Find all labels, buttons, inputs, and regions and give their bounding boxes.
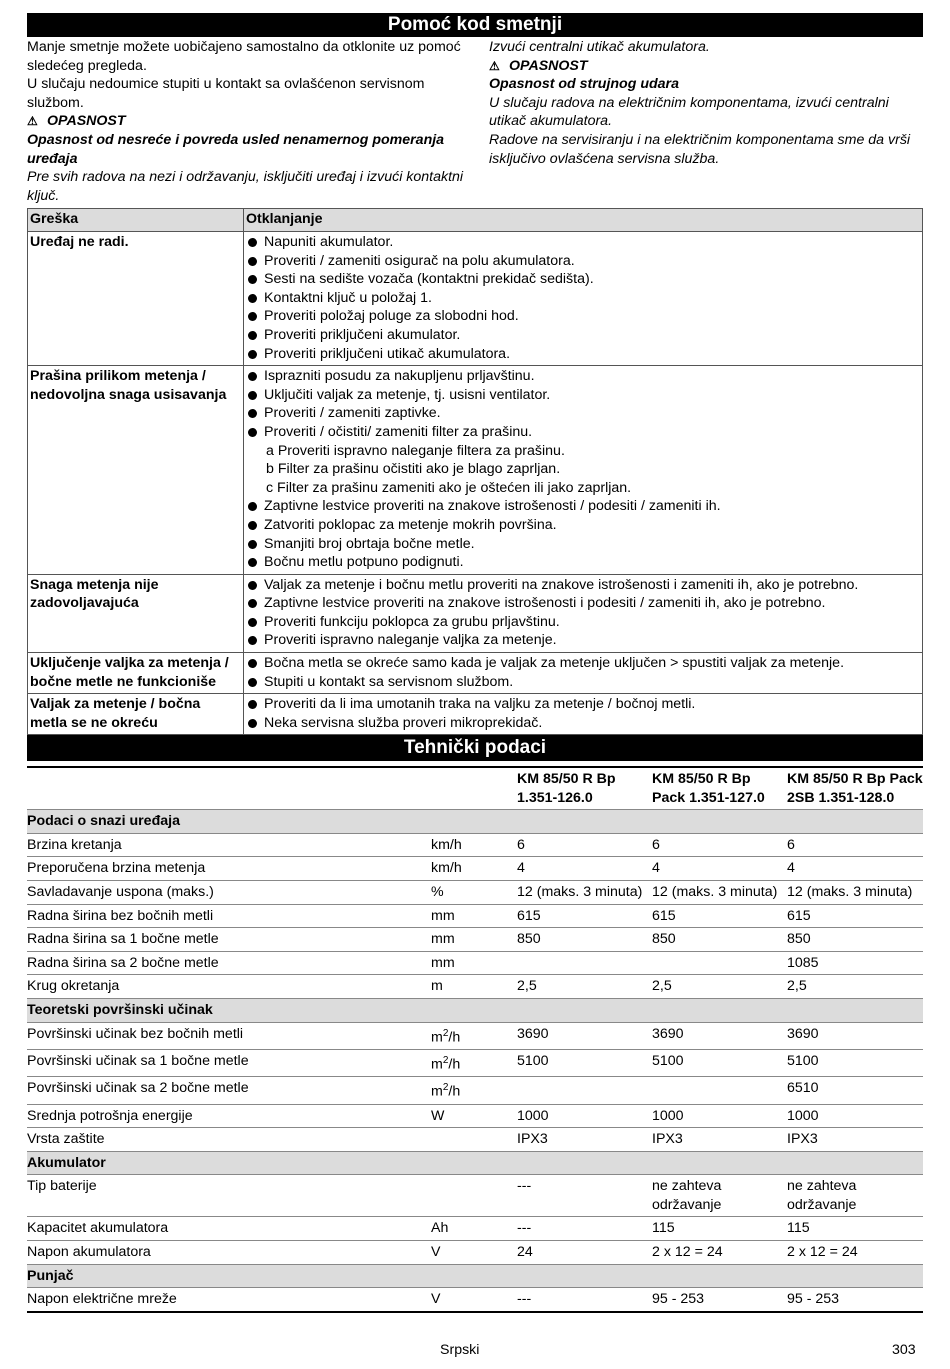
value-cell: ne zahteva održavanje xyxy=(652,1175,787,1217)
remedy-cell xyxy=(244,653,923,694)
table-row xyxy=(27,833,923,857)
table-row xyxy=(27,1175,923,1217)
unit-cell xyxy=(431,975,517,999)
list-item-text: Proveriti položaj poluge za slobodni hod. xyxy=(264,308,519,325)
section-label: Akumulator xyxy=(27,1151,923,1175)
parameter-label: Vrsta zaštite xyxy=(27,1128,431,1152)
column-header-remedy: Otklanjanje xyxy=(244,209,923,232)
parameter-label: Površinski učinak sa 1 bočne metle xyxy=(27,1049,431,1076)
parameter-label: Tip baterije xyxy=(27,1175,431,1217)
intro-left-column xyxy=(27,38,467,205)
list-item xyxy=(246,497,920,516)
model-header: KM 85/50 R Bp Pack 1.351-127.0 xyxy=(652,767,787,810)
section-title-troubleshooting: Pomoć kod smetnji xyxy=(27,13,923,37)
value-cell: 3690 xyxy=(787,1022,923,1049)
list-item-text: Sesti na sedište vozača (kontaktni prekidač sedišta). xyxy=(264,271,594,288)
list-item-text: a Proveriti ispravno naleganje filtera za prašinu. xyxy=(266,442,565,459)
warning-text: U slučaju radova na električnim komponentama, izvući centralni utikač akumulatora. xyxy=(489,94,889,130)
unit-cell xyxy=(431,951,517,975)
fault-cell: Uključenje valjka za metenja / bočne metle ne funkcioniše xyxy=(28,653,244,694)
table-row xyxy=(28,653,923,694)
bullet-icon xyxy=(248,700,257,709)
bullet-icon xyxy=(248,238,257,247)
list-item-text: c Filter za prašinu zameniti ako je oštećen ili jako zaprljan. xyxy=(266,479,632,496)
bullet-icon xyxy=(248,257,257,266)
unit-cell xyxy=(431,904,517,928)
value-cell: 3690 xyxy=(652,1022,787,1049)
list-item xyxy=(246,613,920,632)
parameter-label: Radna širina sa 1 bočne metle xyxy=(27,928,431,952)
value-cell: IPX3 xyxy=(517,1128,652,1152)
unit-cell xyxy=(431,833,517,857)
list-item xyxy=(246,289,920,308)
list-item-text: Stupiti u kontakt sa servisnom službom. xyxy=(264,673,514,690)
value-cell: IPX3 xyxy=(652,1128,787,1152)
bullet-icon xyxy=(248,331,257,340)
warning-triangle-icon: ⚠ xyxy=(489,58,500,73)
list-item-text: Zatvoriti poklopac za metenje mokrih površina. xyxy=(264,516,557,533)
bullet-icon xyxy=(248,409,257,418)
list-item xyxy=(246,535,920,554)
fault-cell: Prašina prilikom metenja / nedovoljna snaga usisavanja xyxy=(28,366,244,575)
list-item-text: Zaptivne lestvice proveriti na znakove istrošenosti i podesiti / zameniti ih, ako je potrebno. xyxy=(264,595,826,612)
warning-triangle-icon: ⚠ xyxy=(27,114,38,129)
table-row xyxy=(27,1241,923,1265)
header-empty-cell xyxy=(431,767,517,810)
value-cell: 95 - 253 xyxy=(787,1288,923,1312)
unit-text: % xyxy=(431,883,444,900)
list-item xyxy=(246,714,920,733)
remedy-cell xyxy=(244,366,923,575)
list-item-text: Isprazniti posudu za nakupljenu prljavštinu. xyxy=(264,368,535,385)
table-row xyxy=(28,694,923,735)
value-cell: --- xyxy=(517,1175,652,1217)
table-row xyxy=(27,880,923,904)
column-header-fault: Greška xyxy=(28,209,244,232)
unit-superscript: 2 xyxy=(442,1027,449,1039)
list-item-text: Kontaktni ključ u položaj 1. xyxy=(264,289,432,306)
value-cell: 115 xyxy=(652,1217,787,1241)
list-item-text: Uključiti valjak za metenje, tj. usisni ventilator. xyxy=(264,386,551,403)
value-cell: 615 xyxy=(517,904,652,928)
value-cell: 3690 xyxy=(517,1022,652,1049)
value-cell: 95 - 253 xyxy=(652,1288,787,1312)
remedy-list xyxy=(246,367,920,572)
table-row xyxy=(27,1049,923,1076)
parameter-label: Napon akumulatora xyxy=(27,1241,431,1265)
list-item xyxy=(246,553,920,572)
list-item-text: Valjak za metenje i bočnu metlu proveriti na znakove istrošenosti i zameniti ih, ako je potrebno. xyxy=(264,576,859,593)
warning-title: Opasnost od nesreće i povreda usled nenamernog pomeranja uređaja xyxy=(27,131,445,167)
parameter-label: Napon električne mreže xyxy=(27,1288,431,1312)
value-cell: 4 xyxy=(787,857,923,881)
bullet-icon xyxy=(248,558,257,567)
list-item xyxy=(246,442,920,461)
unit-cell xyxy=(431,1175,517,1217)
parameter-label: Radna širina sa 2 bočne metle xyxy=(27,951,431,975)
section-title-technical-data: Tehnički podaci xyxy=(27,735,923,761)
unit-cell xyxy=(431,857,517,881)
unit-suffix: /h xyxy=(448,1029,461,1046)
list-item-text: Bočna metla se okreće samo kada je valjak za metenje uključen > spustiti valjak za metenje. xyxy=(264,655,845,672)
value-cell xyxy=(517,1077,652,1104)
list-item xyxy=(246,386,920,405)
value-cell: IPX3 xyxy=(787,1128,923,1152)
list-item-text: Proveriti ispravno naleganje valjka za metenje. xyxy=(264,632,557,649)
value-cell: 1000 xyxy=(517,1104,652,1128)
value-cell: 6 xyxy=(787,833,923,857)
list-item xyxy=(246,345,920,364)
list-item xyxy=(246,423,920,442)
table-row xyxy=(28,366,923,575)
value-cell: 850 xyxy=(517,928,652,952)
value-cell: 24 xyxy=(517,1241,652,1265)
list-item xyxy=(246,516,920,535)
warning-heading xyxy=(27,112,467,131)
list-item-text: Napuniti akumulator. xyxy=(264,234,394,250)
value-cell: --- xyxy=(517,1217,652,1241)
parameter-label: Radna širina bez bočnih metli xyxy=(27,904,431,928)
unit-cell xyxy=(431,928,517,952)
value-cell: 2,5 xyxy=(787,975,923,999)
value-cell: 115 xyxy=(787,1217,923,1241)
list-item xyxy=(246,367,920,386)
list-item-text: b Filter za prašinu očistiti ako je blago zaprljan. xyxy=(266,461,561,478)
remedy-list xyxy=(246,576,920,650)
intro-paragraph: Manje smetnje možete uobičajeno samostalno da otklonite uz pomoć sledećeg pregleda. xyxy=(27,39,461,74)
list-item-text: Proveriti / očistiti/ zameniti filter za prašinu. xyxy=(264,423,533,440)
bullet-icon xyxy=(248,659,257,668)
bullet-icon xyxy=(248,294,257,303)
table-row xyxy=(27,1077,923,1104)
table-row xyxy=(27,857,923,881)
unit-cell xyxy=(431,1022,517,1049)
bullet-icon xyxy=(248,636,257,645)
parameter-label: Savladavanje uspona (maks.) xyxy=(27,880,431,904)
unit-text: m xyxy=(431,1029,443,1046)
table-header-row xyxy=(28,209,923,232)
warning-text: Radove na servisiranju i na električnim komponentama sme da vrši isključivo ovlašćena servisna služba. xyxy=(489,131,911,167)
unit-text: km/h xyxy=(431,860,462,877)
intro-paragraph: U slučaju nedoumice stupiti u kontakt sa ovlašćenon servisnom službom. xyxy=(27,76,425,111)
table-row xyxy=(27,928,923,952)
remedy-list xyxy=(246,695,920,732)
table-row xyxy=(27,904,923,928)
value-cell: 4 xyxy=(652,857,787,881)
header-empty-cell xyxy=(27,767,431,810)
list-item xyxy=(246,673,920,692)
unit-text: W xyxy=(431,1107,445,1124)
parameter-label: Preporučena brzina metenja xyxy=(27,857,431,881)
list-item-text: Proveriti / zameniti osigurač na polu akumulatora. xyxy=(264,252,575,269)
intro-right-column xyxy=(489,38,929,168)
bullet-icon xyxy=(248,521,257,530)
troubleshooting-table xyxy=(27,208,923,735)
list-item xyxy=(246,252,920,271)
warning-label: OPASNOST xyxy=(47,113,126,130)
list-item-text: Smanjiti broj obrtaja bočne metle. xyxy=(264,535,475,552)
value-cell: 5100 xyxy=(787,1049,923,1076)
parameter-label: Brzina kretanja xyxy=(27,833,431,857)
value-cell: 1000 xyxy=(652,1104,787,1128)
value-cell: 1085 xyxy=(787,951,923,975)
unit-suffix: /h xyxy=(448,1083,461,1100)
value-cell: 2 x 12 = 24 xyxy=(652,1241,787,1265)
table-row xyxy=(27,1288,923,1312)
value-cell: 6 xyxy=(652,833,787,857)
unit-cell xyxy=(431,1241,517,1265)
table-row xyxy=(28,232,923,366)
list-item xyxy=(246,654,920,673)
value-cell: 2,5 xyxy=(652,975,787,999)
unit-text: mm xyxy=(431,907,455,924)
warning-title: Opasnost od strujnog udara xyxy=(489,76,679,93)
warning-label: OPASNOST xyxy=(509,57,588,74)
fault-cell: Uređaj ne radi. xyxy=(28,232,244,366)
value-cell: 2 x 12 = 24 xyxy=(787,1241,923,1265)
unit-text: m xyxy=(431,1083,443,1100)
value-cell xyxy=(652,951,787,975)
value-cell xyxy=(517,951,652,975)
unit-superscript: 2 xyxy=(442,1054,449,1066)
bullet-icon xyxy=(248,502,257,511)
remedy-cell xyxy=(244,232,923,366)
unit-cell xyxy=(431,880,517,904)
parameter-label: Površinski učinak sa 2 bočne metle xyxy=(27,1077,431,1104)
parameter-label: Srednja potrošnja energije xyxy=(27,1104,431,1128)
unit-text: m xyxy=(431,1056,443,1073)
section-row xyxy=(27,1151,923,1175)
unit-text: V xyxy=(431,1291,441,1308)
value-cell: 4 xyxy=(517,857,652,881)
list-item xyxy=(246,326,920,345)
value-cell: 5100 xyxy=(652,1049,787,1076)
table-row xyxy=(27,951,923,975)
bullet-icon xyxy=(248,540,257,549)
remedy-list xyxy=(246,233,920,363)
unit-text: V xyxy=(431,1244,441,1261)
bullet-icon xyxy=(248,350,257,359)
value-cell: 850 xyxy=(787,928,923,952)
bullet-icon xyxy=(248,678,257,687)
bullet-icon xyxy=(248,599,257,608)
list-item-text: Neka servisna služba proveri mikroprekidač. xyxy=(264,714,543,731)
value-cell xyxy=(652,1077,787,1104)
table-row xyxy=(28,574,923,652)
page-number: 303 xyxy=(892,1342,916,1358)
table-row xyxy=(27,1217,923,1241)
value-cell: 12 (maks. 3 minuta) xyxy=(787,880,923,904)
list-item-text: Proveriti funkciju poklopca za grubu prljavštinu. xyxy=(264,613,560,630)
table-row xyxy=(27,975,923,999)
list-item xyxy=(246,479,920,498)
table-header-row xyxy=(27,767,923,810)
bullet-icon xyxy=(248,719,257,728)
list-item-text: Proveriti priključeni akumulator. xyxy=(264,326,461,343)
unit-text: m xyxy=(431,978,443,995)
unit-cell xyxy=(431,1288,517,1312)
bullet-icon xyxy=(248,312,257,321)
value-cell: 850 xyxy=(652,928,787,952)
bullet-icon xyxy=(248,275,257,284)
unit-cell xyxy=(431,1077,517,1104)
unit-text: km/h xyxy=(431,836,462,853)
list-item-text: Proveriti da li ima umotanih traka na valjku za metenje / bočnoj metli. xyxy=(264,696,696,713)
model-header: KM 85/50 R Bp Pack 2SB 1.351-128.0 xyxy=(787,767,923,810)
list-item xyxy=(246,594,920,613)
value-cell: 1000 xyxy=(787,1104,923,1128)
bullet-icon xyxy=(248,581,257,590)
warning-text: Pre svih radova na nezi i održavanju, isključiti uređaj i izvući kontaktni ključ. xyxy=(27,169,464,204)
section-label: Podaci o snazi uređaja xyxy=(27,810,923,834)
value-cell: 12 (maks. 3 minuta) xyxy=(517,880,652,904)
remedy-list xyxy=(246,654,920,691)
intro-paragraph: Izvući centralni utikač akumulatora. xyxy=(489,39,710,55)
unit-cell xyxy=(431,1128,517,1152)
model-header: KM 85/50 R Bp 1.351-126.0 xyxy=(517,767,652,810)
bullet-icon xyxy=(248,372,257,381)
value-cell: 2,5 xyxy=(517,975,652,999)
value-cell: 6 xyxy=(517,833,652,857)
value-cell: 6510 xyxy=(787,1077,923,1104)
technical-data-table xyxy=(27,766,923,1313)
table-row xyxy=(27,1128,923,1152)
unit-text: mm xyxy=(431,954,455,971)
list-item-text: Proveriti / zameniti zaptivke. xyxy=(264,405,441,422)
parameter-label: Kapacitet akumulatora xyxy=(27,1217,431,1241)
parameter-label: Površinski učinak bez bočnih metli xyxy=(27,1022,431,1049)
value-cell: 5100 xyxy=(517,1049,652,1076)
section-label: Teoretski površinski učinak xyxy=(27,998,923,1022)
section-row xyxy=(27,998,923,1022)
unit-cell xyxy=(431,1104,517,1128)
table-row xyxy=(27,1022,923,1049)
table-row xyxy=(27,1104,923,1128)
warning-heading xyxy=(489,57,929,76)
list-item-text: Proveriti priključeni utikač akumulatora. xyxy=(264,345,511,362)
list-item xyxy=(246,404,920,423)
value-cell: 615 xyxy=(652,904,787,928)
unit-text: Ah xyxy=(431,1220,449,1237)
list-item xyxy=(246,576,920,595)
value-cell: 615 xyxy=(787,904,923,928)
section-label: Punjač xyxy=(27,1264,923,1288)
fault-cell: Snaga metenja nije zadovoljavajuća xyxy=(28,574,244,652)
parameter-label: Krug okretanja xyxy=(27,975,431,999)
list-item xyxy=(246,460,920,479)
bullet-icon xyxy=(248,428,257,437)
unit-text: mm xyxy=(431,931,455,948)
list-item xyxy=(246,695,920,714)
fault-cell: Valjak za metenje / bočna metla se ne okreću xyxy=(28,694,244,735)
section-row xyxy=(27,1264,923,1288)
unit-cell xyxy=(431,1217,517,1241)
list-item-text: Zaptivne lestvice proveriti na znakove istrošenosti / podesiti / zameniti ih. xyxy=(264,498,721,515)
list-item xyxy=(246,233,920,252)
footer-language: Srpski xyxy=(440,1342,480,1358)
unit-superscript: 2 xyxy=(442,1082,449,1094)
unit-suffix: /h xyxy=(448,1056,461,1073)
unit-cell xyxy=(431,1049,517,1076)
section-row xyxy=(27,810,923,834)
remedy-cell xyxy=(244,574,923,652)
remedy-cell xyxy=(244,694,923,735)
value-cell: ne zahteva održavanje xyxy=(787,1175,923,1217)
value-cell: --- xyxy=(517,1288,652,1312)
bullet-icon xyxy=(248,618,257,627)
bullet-icon xyxy=(248,391,257,400)
list-item xyxy=(246,631,920,650)
list-item-text: Bočnu metlu potpuno podignuti. xyxy=(264,554,464,571)
list-item xyxy=(246,270,920,289)
list-item xyxy=(246,307,920,326)
value-cell: 12 (maks. 3 minuta) xyxy=(652,880,787,904)
